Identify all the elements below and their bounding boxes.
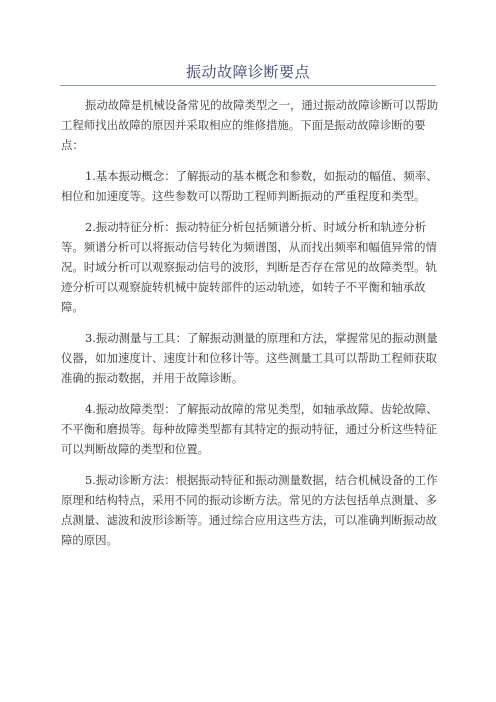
point-4-fault-types: 4.振动故障类型：了解振动故障的常见类型，如轴承故障、齿轮故障、不平衡和磨损等。每种故障类型都有其特定的振动特征，通过分析这些特征可以判断故障的类型和位置。 <box>61 402 438 456</box>
document-title: 振动故障诊断要点 <box>185 63 310 81</box>
point-3-measurement-tools: 3.振动测量与工具：了解振动测量的原理和方法，掌握常见的振动测量仪器，如加速度计、速度计和位移计等。这些测量工具可以帮助工程师获取准确的振动数据，并用于故障诊断。 <box>61 331 438 385</box>
point-5-diagnosis-methods: 5.振动诊断方法：根据振动特征和振动测量数据，结合机械设备的工作原理和结构特点，采用不同的振动诊断方法。常见的方法包括单点测量、多点测量、滤波和波形诊断等。通过综合应用这些方法，可以准确判断振动故障的原因。 <box>61 473 438 547</box>
intro-paragraph: 振动故障是机械设备常见的故障类型之一，通过振动故障诊断可以帮助工程师找出故障的原因并采取相应的维修措施。下面是振动故障诊断的要点： <box>61 98 439 152</box>
point-1-basic-concepts: 1.基本振动概念：了解振动的基本概念和参数，如振动的幅值、频率、相位和加速度等。这些参数可以帮助工程师判断振动的严重程度和类型。 <box>61 169 438 203</box>
document-body <box>61 95 439 561</box>
title-underline <box>60 85 436 86</box>
point-2-feature-analysis: 2.振动特征分析：振动特征分析包括频谱分析、时域分析和轨迹分析等。频谱分析可以将振动信号转化为频谱图，从而找出频率和幅值异常的情况。时域分析可以观察振动信号的波形，判断是否存在常见的故障类型。轨迹分析可以观察旋转机械中旋转部件的运动轨迹，如转子不平衡和轴承故障。 <box>61 220 437 314</box>
